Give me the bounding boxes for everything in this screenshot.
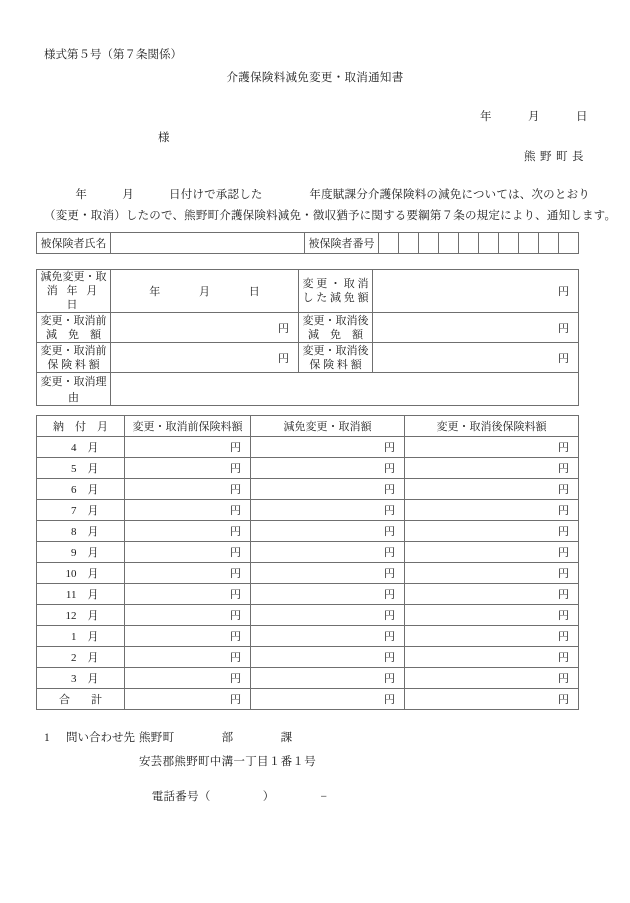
premium-before-cell[interactable]	[125, 563, 251, 584]
body-paragraph-line-2: （変更・取消）したので、熊野町介護保険料減免・徴収猶予に関する要綱第７条の規定により、通知します。	[44, 210, 617, 222]
month-number: 9	[71, 547, 77, 559]
insured-name-field[interactable]	[111, 233, 305, 254]
reduction-after-label	[299, 313, 373, 343]
yen-unit: 円	[230, 526, 241, 538]
reduction-change-cell[interactable]	[251, 563, 405, 584]
footer-item-number: 1	[44, 732, 50, 744]
yen-unit: 円	[558, 631, 569, 643]
total-premium-before-cell[interactable]	[125, 689, 251, 710]
issuer-name: 熊野町長	[524, 151, 588, 163]
premium-after-cell[interactable]	[405, 437, 579, 458]
yen-unit: 円	[384, 673, 395, 685]
yen-unit: 円	[558, 463, 569, 475]
total-premium-after-cell[interactable]	[405, 689, 579, 710]
table-row	[37, 313, 579, 343]
premium-before-cell[interactable]	[125, 584, 251, 605]
reason-label: 変更・取消理由	[37, 373, 111, 406]
yen-unit: 円	[384, 484, 395, 496]
month-unit: 月	[87, 673, 99, 685]
insured-number-digit[interactable]	[379, 233, 399, 254]
month-unit: 月	[87, 463, 99, 475]
table-row	[37, 626, 579, 647]
table-row	[37, 584, 579, 605]
premium-after-label-line2: 保 険 料 額	[309, 358, 362, 371]
table-row	[37, 521, 579, 542]
month-number: 6	[71, 484, 77, 496]
premium-after-cell[interactable]	[405, 500, 579, 521]
yen-unit: 円	[558, 589, 569, 601]
month-unit: 月	[87, 568, 99, 580]
insured-number-digit[interactable]	[439, 233, 459, 254]
table-row	[37, 563, 579, 584]
reduction-change-cell[interactable]	[251, 668, 405, 689]
month-label	[37, 647, 125, 668]
table-row	[37, 479, 579, 500]
premium-after-label	[299, 343, 373, 373]
premium-before-label	[37, 343, 111, 373]
premium-before-cell[interactable]	[125, 626, 251, 647]
column-header-premium-after: 変更・取消後保険料額	[405, 416, 579, 437]
month-number: 12	[65, 610, 77, 622]
month-number: 1	[71, 631, 77, 643]
table-row	[37, 373, 579, 406]
month-label	[37, 521, 125, 542]
month-unit: 月	[87, 610, 99, 622]
footer-department-line: 熊野町 部 課	[139, 732, 293, 744]
premium-before-cell[interactable]	[125, 458, 251, 479]
premium-after-cell[interactable]	[405, 626, 579, 647]
yen-unit: 円	[230, 568, 241, 580]
cancelled-reduction-label-line2: し た 減 免 額	[302, 292, 369, 304]
premium-before-cell[interactable]	[125, 500, 251, 521]
yen-unit: 円	[230, 694, 241, 706]
month-number: 3	[71, 673, 77, 685]
premium-before-cell[interactable]	[125, 668, 251, 689]
yen-unit: 円	[384, 631, 395, 643]
month-number: 10	[65, 568, 77, 580]
yen-unit: 円	[558, 568, 569, 580]
yen-unit: 円	[230, 589, 241, 601]
insured-number-digit[interactable]	[559, 233, 579, 254]
telephone-dash: −	[320, 790, 328, 803]
yen-unit: 円	[384, 652, 395, 664]
reduction-change-cell[interactable]	[251, 500, 405, 521]
yen-unit: 円	[230, 610, 241, 622]
month-label	[37, 458, 125, 479]
reduction-change-cell[interactable]	[251, 458, 405, 479]
table-row	[37, 233, 579, 254]
yen-unit: 円	[384, 442, 395, 454]
yen-unit: 円	[230, 442, 241, 454]
table-row	[37, 647, 579, 668]
month-unit: 月	[87, 652, 99, 664]
footer-contact-label: 問い合わせ先	[66, 732, 135, 744]
insured-number-digit[interactable]	[479, 233, 499, 254]
premium-before-cell[interactable]	[125, 479, 251, 500]
footer-address-line: 安芸郡熊野町中溝一丁目１番１号	[139, 756, 316, 768]
month-label	[37, 500, 125, 521]
yen-unit: 円	[384, 589, 395, 601]
premium-after-cell[interactable]	[405, 458, 579, 479]
premium-before-cell[interactable]	[125, 605, 251, 626]
month-label	[37, 626, 125, 647]
yen-unit: 円	[384, 547, 395, 559]
change-date-label-line1: 減免変更・取	[40, 271, 107, 283]
yen-unit: 円	[558, 547, 569, 559]
form-number: 様式第５号（第７条関係）	[44, 49, 182, 61]
insured-number-digit[interactable]	[419, 233, 439, 254]
yen-unit: 円	[558, 505, 569, 517]
month-label	[37, 668, 125, 689]
insured-number-digit[interactable]	[459, 233, 479, 254]
yen-unit: 円	[230, 652, 241, 664]
month-number: 5	[71, 463, 77, 475]
reduction-before-label-line2: 減 免 額	[46, 328, 101, 341]
yen-unit: 円	[384, 568, 395, 580]
premium-before-label-line1: 変更・取消前	[40, 344, 107, 357]
premium-after-cell[interactable]	[405, 479, 579, 500]
yen-unit: 円	[558, 286, 569, 298]
yen-unit: 円	[278, 352, 289, 365]
premium-after-cell[interactable]	[405, 584, 579, 605]
table-row	[37, 668, 579, 689]
premium-after-value[interactable]	[373, 343, 579, 373]
table-row	[37, 500, 579, 521]
yen-unit: 円	[230, 547, 241, 559]
yen-unit: 円	[230, 484, 241, 496]
reduction-change-cell[interactable]	[251, 647, 405, 668]
total-reduction-change-cell[interactable]	[251, 689, 405, 710]
column-header-reduction-change: 減免変更・取消額	[251, 416, 405, 437]
month-unit: 月	[87, 442, 99, 454]
month-label	[37, 542, 125, 563]
column-header-payment-month: 納 付 月	[37, 416, 125, 437]
yen-unit: 円	[558, 652, 569, 664]
premium-after-cell[interactable]	[405, 605, 579, 626]
body-paragraph-line-1: 年 月 日付けで承認した 年度賦課分介護保険料の減免については、次のとおり	[52, 189, 590, 201]
premium-before-cell[interactable]	[125, 521, 251, 542]
yen-unit: 円	[384, 694, 395, 706]
premium-after-cell[interactable]	[405, 647, 579, 668]
table-row	[37, 542, 579, 563]
premium-after-cell[interactable]	[405, 668, 579, 689]
yen-unit: 円	[558, 484, 569, 496]
month-number: 7	[71, 505, 77, 517]
premium-after-label-line1: 変更・取消後	[302, 344, 369, 357]
month-label	[37, 563, 125, 584]
insured-number-digit[interactable]	[399, 233, 419, 254]
premium-after-cell[interactable]	[405, 542, 579, 563]
month-number: 8	[71, 526, 77, 538]
table-header-row	[37, 416, 579, 437]
yen-unit: 円	[558, 442, 569, 454]
yen-unit: 円	[558, 610, 569, 622]
yen-unit: 円	[558, 322, 569, 335]
yen-unit: 円	[558, 673, 569, 685]
yen-unit: 円	[278, 322, 289, 335]
issue-date-line: 年 月 日	[480, 111, 588, 123]
day-unit: 日	[248, 286, 260, 298]
reduction-before-value[interactable]	[111, 313, 299, 343]
table-row	[37, 343, 579, 373]
yen-unit: 円	[384, 505, 395, 517]
addressee-honorific: 様	[158, 132, 170, 144]
reduction-change-cell[interactable]	[251, 626, 405, 647]
insured-name-label: 被保険者氏名	[37, 233, 111, 254]
yen-unit: 円	[230, 505, 241, 517]
yen-unit: 円	[384, 610, 395, 622]
yen-unit: 円	[230, 673, 241, 685]
month-label	[37, 605, 125, 626]
yen-unit: 円	[230, 631, 241, 643]
insured-number-digit[interactable]	[539, 233, 559, 254]
telephone-paren-close: ）	[262, 790, 275, 803]
month-label	[37, 479, 125, 500]
reduction-after-label-line2: 減 免 額	[308, 328, 363, 341]
month-unit: 月	[199, 286, 210, 298]
reason-field[interactable]	[111, 373, 579, 406]
year-unit: 年	[149, 286, 161, 298]
insured-number-digit[interactable]	[519, 233, 539, 254]
table-row	[37, 437, 579, 458]
reduction-change-cell[interactable]	[251, 542, 405, 563]
month-label	[37, 584, 125, 605]
premium-before-value[interactable]	[111, 343, 299, 373]
month-unit: 月	[87, 589, 99, 601]
reduction-after-value[interactable]	[373, 313, 579, 343]
cancelled-reduction-label	[299, 270, 373, 313]
cancelled-reduction-value[interactable]	[373, 270, 579, 313]
reduction-change-cell[interactable]	[251, 584, 405, 605]
month-number: 4	[71, 442, 77, 454]
page-title: 介護保険料減免変更・取消通知書	[226, 72, 404, 84]
reduction-before-label-line1: 変更・取消前	[40, 314, 107, 327]
reduction-amount-table	[36, 269, 579, 406]
premium-before-cell[interactable]	[125, 437, 251, 458]
table-row	[37, 605, 579, 626]
month-label	[37, 437, 125, 458]
yen-unit: 円	[558, 526, 569, 538]
month-unit: 月	[87, 526, 99, 538]
table-row-total	[37, 689, 579, 710]
column-header-premium-before: 変更・取消前保険料額	[125, 416, 251, 437]
footer-telephone-line	[139, 780, 327, 815]
monthly-payment-table	[36, 415, 579, 710]
total-label: 合 計	[37, 689, 125, 710]
month-unit: 月	[87, 484, 99, 496]
premium-before-cell[interactable]	[125, 647, 251, 668]
month-number: 11	[65, 589, 77, 601]
change-date-label-line2: 消 年 月 日	[46, 285, 101, 311]
month-unit: 月	[87, 547, 99, 559]
change-date-label	[37, 270, 111, 313]
yen-unit: 円	[384, 526, 395, 538]
reduction-change-cell[interactable]	[251, 521, 405, 542]
premium-after-cell[interactable]	[405, 521, 579, 542]
premium-before-label-line2: 保 険 料 額	[47, 358, 100, 371]
reduction-change-cell[interactable]	[251, 479, 405, 500]
yen-unit: 円	[230, 463, 241, 475]
insured-number-digit[interactable]	[499, 233, 519, 254]
cancelled-reduction-label-line1: 変 更 ・ 取 消	[302, 278, 369, 290]
month-unit: 月	[87, 631, 99, 643]
table-row	[37, 458, 579, 479]
month-number: 2	[71, 652, 77, 664]
insured-number-label: 被保険者番号	[305, 233, 379, 254]
premium-before-cell[interactable]	[125, 542, 251, 563]
reduction-before-label	[37, 313, 111, 343]
yen-unit: 円	[558, 694, 569, 706]
month-unit: 月	[87, 505, 99, 517]
yen-unit: 円	[558, 352, 569, 365]
table-row	[37, 270, 579, 313]
reduction-after-label-line1: 変更・取消後	[302, 314, 369, 327]
reduction-change-cell[interactable]	[251, 437, 405, 458]
change-date-field[interactable]	[111, 270, 299, 313]
yen-unit: 円	[384, 463, 395, 475]
insured-person-table	[36, 232, 579, 254]
premium-after-cell[interactable]	[405, 563, 579, 584]
reduction-change-cell[interactable]	[251, 605, 405, 626]
telephone-label: 電話番号（	[151, 790, 211, 803]
